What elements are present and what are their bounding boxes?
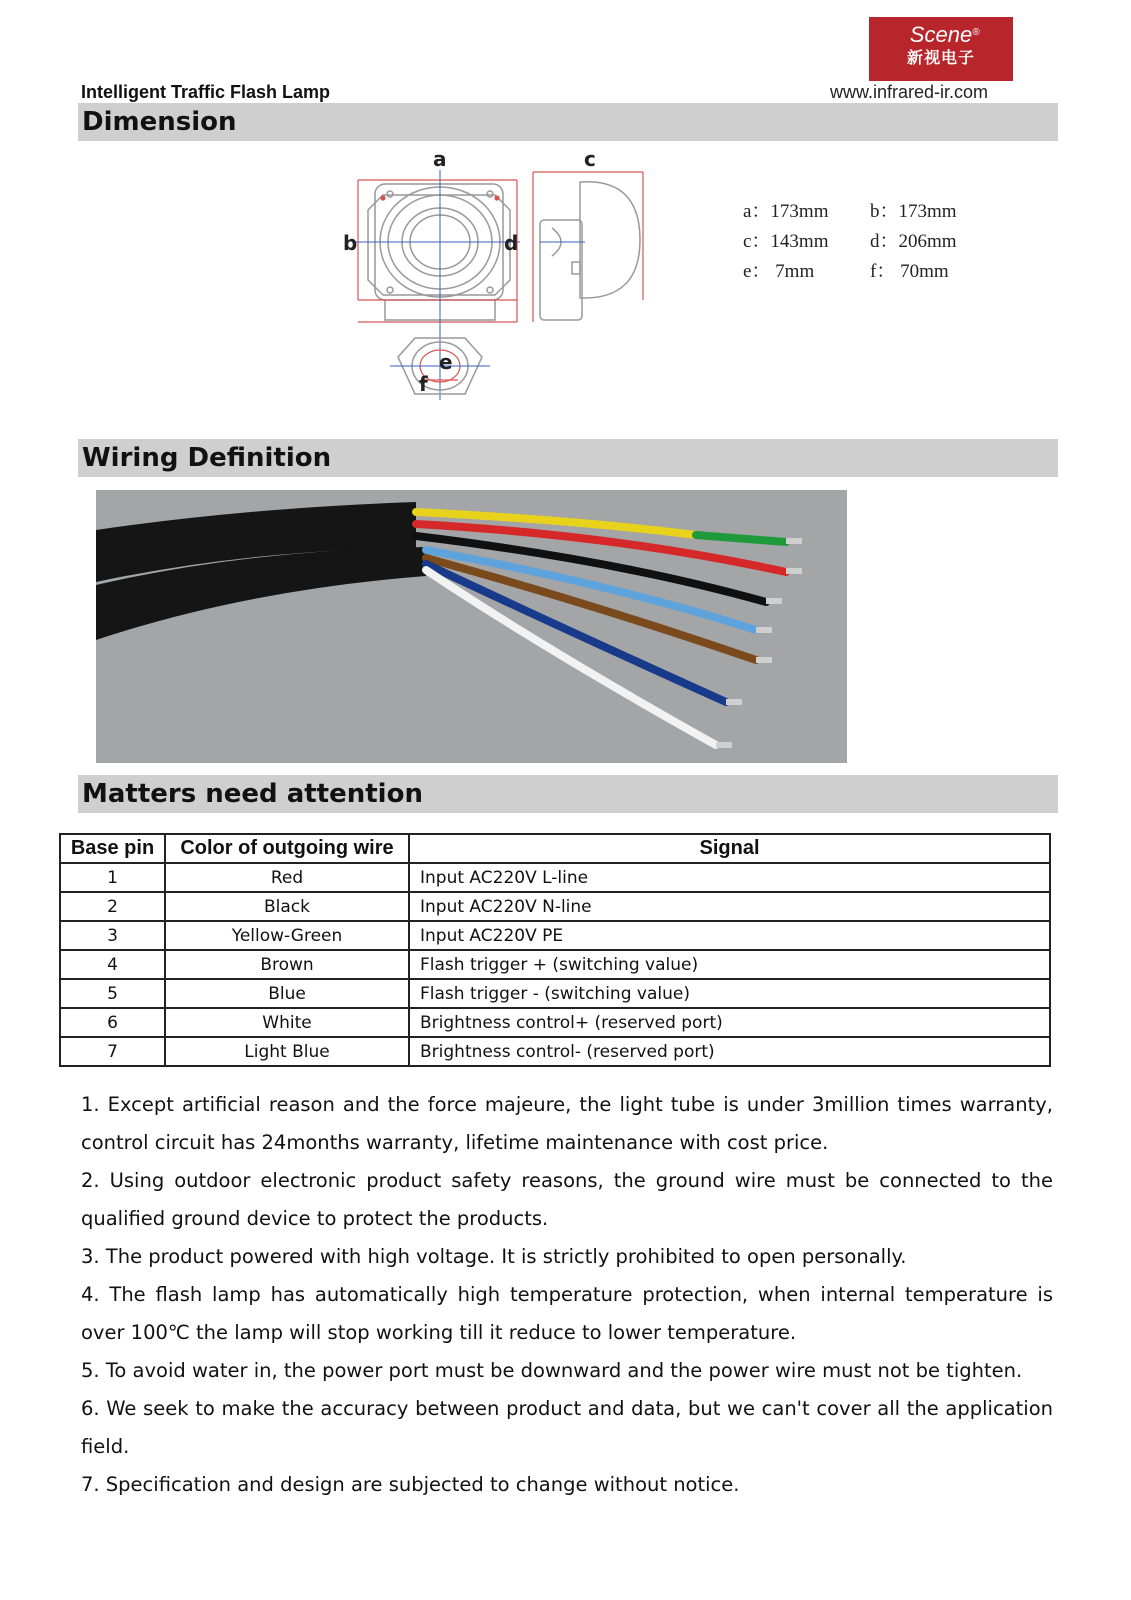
dimension-e: e： 7mm [743,261,815,282]
header-wire-color: Color of outgoing wire [165,834,409,863]
section-dimension-header: Dimension [78,103,1058,141]
label-c: c [584,150,596,171]
table-row [60,863,1050,892]
table-row [60,1008,1050,1037]
cell-pin: 4 [60,950,165,979]
note-item: 7. Specification and design are subjected to change without notice. [81,1473,740,1496]
document-title: Intelligent Traffic Flash Lamp [81,82,331,102]
cell-color: White [165,1008,409,1037]
table-row [60,950,1050,979]
label-d: d [504,231,519,255]
cell-signal: Input AC220V PE [409,921,1050,950]
cell-signal: Input AC220V L-line [409,863,1050,892]
table-row [60,1037,1050,1066]
note-item: 4. The flash lamp has automatically high temperature protection, when internal temperature is over 100℃ the lamp will stop working till it reduce to lower temperature. [81,1283,1053,1344]
dimension-a: a：173mm [743,201,829,222]
label-e: e [439,350,453,374]
cell-signal: Flash trigger + (switching value) [409,950,1050,979]
side-dimension-lines [533,172,643,322]
cell-color: Yellow-Green [165,921,409,950]
dimension-drawing [340,150,680,420]
table-header-row [60,834,1050,863]
cell-pin: 5 [60,979,165,1008]
section-wiring-header: Wiring Definition [78,439,1058,477]
website-url: www.infrared-ir.com [830,82,989,102]
note-item: 6. We seek to make the accuracy between product and data, but we can't cover all the application field. [81,1397,1053,1458]
cell-color: Light Blue [165,1037,409,1066]
side-view [540,182,640,320]
cell-signal: Brightness control- (reserved port) [409,1037,1050,1066]
header-signal: Signal [409,834,1050,863]
cell-color: Brown [165,950,409,979]
wiring-photo [96,490,847,763]
note-item: 3. The product powered with high voltage. It is strictly prohibited to open personally. [81,1245,907,1268]
header-base-pin: Base pin [60,834,165,863]
cell-pin: 6 [60,1008,165,1037]
cell-color: Black [165,892,409,921]
table-row [60,892,1050,921]
dimension-b: b：173mm [870,201,957,222]
cell-signal: Brightness control+ (reserved port) [409,1008,1050,1037]
label-b: b [343,231,358,255]
note-item: 1. Except artificial reason and the force majeure, the light tube is under 3million times warranty, control circuit has 24months warranty, lifetime maintenance with cost price. [81,1093,1053,1154]
dimension-d: d：206mm [870,231,957,252]
note-item: 5. To avoid water in, the power port must be downward and the power wire must not be tighten. [81,1359,1023,1382]
label-a: a [433,150,447,171]
notes-list [81,1086,1053,1504]
cell-color: Red [165,863,409,892]
dimension-f: f： 70mm [870,261,949,282]
cell-pin: 7 [60,1037,165,1066]
cell-pin: 2 [60,892,165,921]
logo-chinese-text: 新视电子 [906,48,975,67]
cell-color: Blue [165,979,409,1008]
logo-brand-text: Scene [909,22,973,47]
table-row [60,921,1050,950]
cell-signal: Input AC220V N-line [409,892,1050,921]
brand-logo [869,17,1013,81]
section-attention-header: Matters need attention [78,775,1058,813]
dimension-c: c：143mm [743,231,829,252]
cell-signal: Flash trigger - (switching value) [409,979,1050,1008]
pin-table [59,833,1051,1067]
label-f: f [419,372,428,396]
cell-pin: 3 [60,921,165,950]
registered-mark: ® [972,27,980,38]
cell-pin: 1 [60,863,165,892]
note-item: 2. Using outdoor electronic product safety reasons, the ground wire must be connected to the qualified ground device to protect the products. [81,1169,1053,1230]
table-row [60,979,1050,1008]
